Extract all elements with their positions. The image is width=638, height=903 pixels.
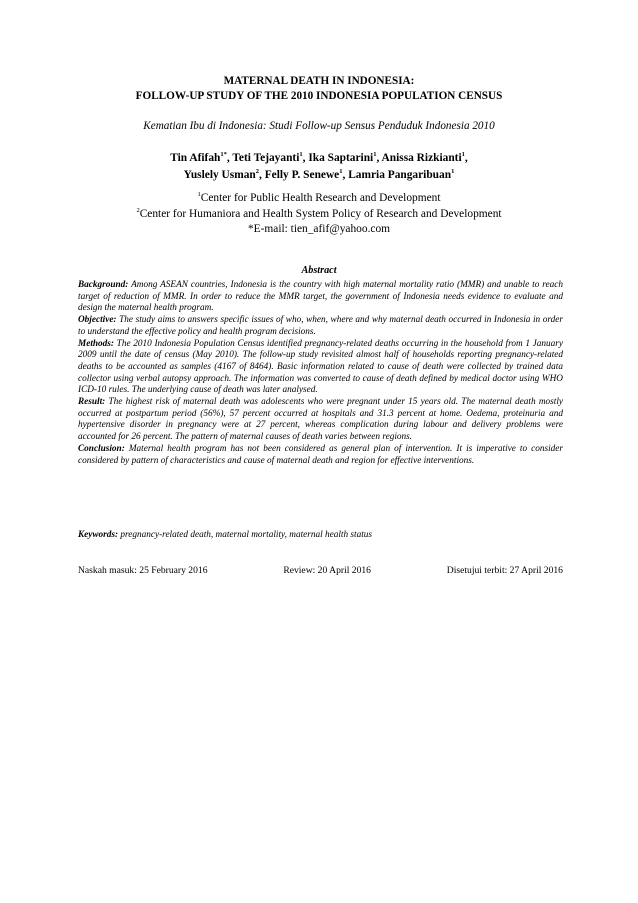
title-line-2: FOLLOW-UP STUDY OF THE 2010 INDONESIA POPULATION CENSUS xyxy=(135,90,503,102)
title-line-1: MATERNAL DEATH IN INDONESIA: xyxy=(223,75,415,87)
author-name: Felly P. Senewe xyxy=(264,169,340,181)
author-line-1: Tin Afifah$^{1*}$, Teti Tejayanti$^1$, Ika Saptarini$^1$, Anissa Rizkianti$^1$, xyxy=(170,151,468,164)
author-name: Ika Saptarini xyxy=(308,152,374,164)
author-affiliation-mark: 1 xyxy=(299,151,303,158)
affiliation-number: 1 xyxy=(197,191,201,198)
affiliation-2 xyxy=(60,207,578,223)
submission-dates xyxy=(78,565,563,576)
paper-subtitle: Kematian Ibu di Indonesia: Studi Follow-up Sensus Penduduk Indonesia 2010 xyxy=(143,120,495,132)
date-review: Review: 20 April 2016 xyxy=(283,565,371,576)
author-affiliation-mark: 1 xyxy=(373,151,377,158)
affiliation-1 xyxy=(60,191,578,207)
author-name: Anissa Rizkianti xyxy=(381,152,462,164)
section-label: Objective: xyxy=(78,315,117,326)
abstract-objective xyxy=(78,315,563,338)
keywords-text: pregnancy-related death, maternal mortality, maternal health status xyxy=(118,530,373,540)
author-affiliation-mark: 1* xyxy=(220,151,227,158)
date-accepted: Disetujui terbit: 27 April 2016 xyxy=(446,565,563,576)
corresponding-email: *E-mail: tien_afif@yahoo.com xyxy=(247,223,391,235)
section-text: Maternal health program has not been considered as general plan of intervention. It is imperative to consider considered by pattern of characteristics and cause of maternal death and region for effective interventions. xyxy=(78,443,563,466)
paper-title xyxy=(60,74,578,104)
author-name: Tin Afifah xyxy=(170,152,221,164)
author-affiliation-mark: 2 xyxy=(255,168,259,175)
keywords xyxy=(78,530,563,540)
date-received: Naskah masuk: 25 February 2016 xyxy=(78,565,208,576)
section-text: The highest risk of maternal death was adolescents who were pregnant under 15 years old. The maternal death mostly occurred at postpartum period (56%), 57 percent occurred at hospitals and 31.3 percent at home. Oedema, proteinuria and hypertensive disorder in pregnancy were at 27 percent, whereas complication during labour and delivery problems were accounted for 26 percent. The pattern of maternal causes of death varies between regions. xyxy=(78,397,563,443)
author-name: Yuslely Usman xyxy=(183,169,256,181)
section-label: Methods: xyxy=(78,338,114,349)
author-name: Lamria Pangaribuan xyxy=(348,169,452,181)
section-text: The study aims to answers specific issues of who, when, where and why maternal death occurred in Indonesia in order to understand the effective policy and health program decisions. xyxy=(78,315,563,337)
affiliation-text: Center for Humaniora and Health System Policy of Research and Development xyxy=(139,207,502,220)
author-affiliation-mark: 1 xyxy=(461,151,465,158)
abstract-conclusion xyxy=(78,444,563,467)
abstract-result xyxy=(78,397,563,444)
author-affiliation-mark: 1 xyxy=(451,168,455,175)
author-affiliation-mark: 1 xyxy=(339,168,343,175)
section-text: Among ASEAN countries, Indonesia is the country with high maternal mortality ratio (MMR) and unable to reach target of reduction of MMR. In order to reduce the MMR target, the government of Indonesia needs evidence to evaluate and design the maternal health program. xyxy=(78,280,563,314)
author-line-2: Yuslely Usman$^2$, Felly P. Senewe$^1$, Lamria Pangaribuan$^1$ xyxy=(183,168,455,181)
section-label: Conclusion: xyxy=(78,443,125,454)
abstract-methods xyxy=(78,339,563,398)
affiliation-number: 2 xyxy=(136,206,140,214)
section-text: The 2010 Indonesia Population Census identified pregnancy-related deaths occurring in the household from 1 January 2009 until the date of census (May 2010). The follow-up study revisited almost half of households reporting pregnancy-related deaths to be accounted as samples (4167 of 8464). Basic information related to cause of death were collected by trained data collector using verbal autopsy approach. The information was converted to cause of death defined by medical doctor using WHO ICD-10 rules. The underlying cause of death was later analysed. xyxy=(78,338,563,396)
section-label: Result: xyxy=(78,397,106,408)
affiliations xyxy=(60,191,578,238)
section-label: Background: xyxy=(78,280,129,290)
keywords-label: Keywords: xyxy=(78,530,119,540)
author-list xyxy=(60,150,578,184)
affiliation-text: Center for Public Health Research and Development xyxy=(200,192,441,204)
author-name: Teti Tejayanti xyxy=(232,152,300,164)
abstract-background xyxy=(78,280,563,315)
abstract-body xyxy=(78,280,563,467)
abstract-heading: Abstract xyxy=(301,265,337,276)
